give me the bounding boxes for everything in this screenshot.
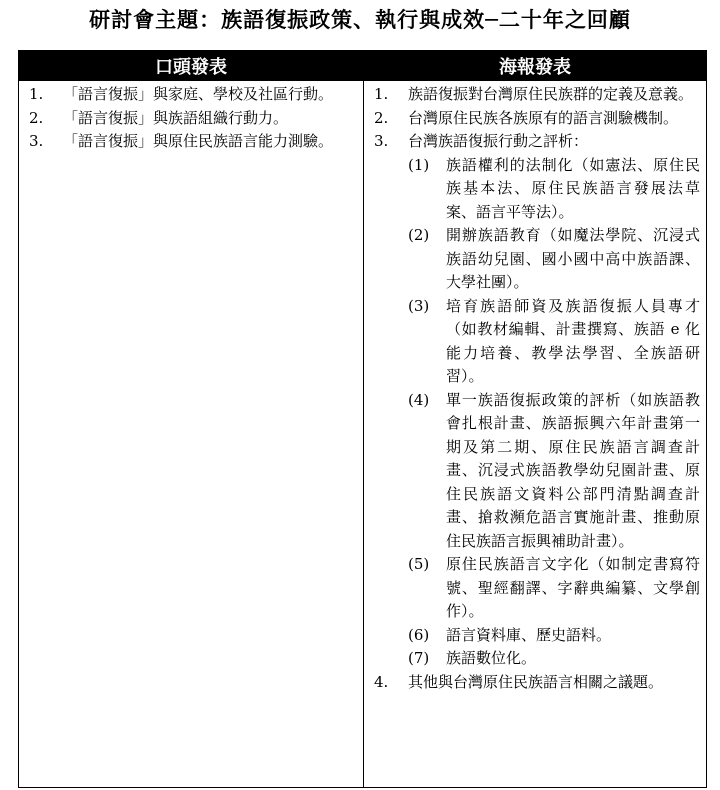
poster-topics-list [368,83,700,694]
item-body [408,130,700,671]
sub-item-text: 族語數位化。 [446,649,537,667]
item-number: 3. [29,132,44,150]
oral-topics-cell [19,81,364,788]
sub-item-number: (5) [408,555,430,573]
sub-list-item [408,624,700,648]
topics-table [18,50,707,788]
header-poster-presentation: 海報發表 [364,51,707,81]
sub-item-text: 原住民族語言文字化（如制定書寫符號、聖經翻譯、字辭典編纂、文學創作）。 [446,555,700,620]
sub-list-item [408,553,700,624]
sub-item-text: 族語權利的法制化（如憲法、原住民族基本法、原住民族語言發展法草案、語言平等法）。 [446,155,700,221]
sub-item-text: 語言資料庫、歷史語料。 [446,625,612,644]
item-number: 1. [374,85,389,103]
sub-list [408,154,700,671]
item-text: 「語言復振」與族語組織行動力。 [63,108,289,127]
item-text: 台灣族語復振行動之評析： [408,132,589,150]
item-text: 台灣原住民族各族原有的語言測驗機制。 [408,108,679,127]
list-item [23,107,357,131]
document-title: 研討會主題：族語復振政策、執行與成效─二十年之回顧 [89,7,631,32]
sub-list-item [408,224,700,295]
sub-list-item [408,389,700,554]
list-item [368,107,700,131]
sub-list-item [408,154,700,225]
poster-topics-cell [364,81,707,788]
sub-item-text: 開辦族語教育（如魔法學院、沉浸式族語幼兒園、國小國中高中族語課、大學社團）。 [446,226,700,291]
header-oral-presentation: 口頭發表 [19,51,364,81]
sub-item-text: 單一族語復振政策的評析（如族語教會扎根計畫、族語振興六年計畫第一期及第二期、原住民族語言調查計畫、沉浸式族語教學幼兒園計畫、原住民族語文資料公部門清點調查計畫、搶救瀕危語言實施計畫、推動原住民族語言振興補助計畫）。 [446,390,700,550]
list-item [368,671,700,695]
item-text: 其他與台灣原住民族語言相關之議題。 [408,672,664,691]
item-number: 1. [29,85,44,103]
item-number: 2. [374,108,389,127]
sub-list-item [408,295,700,389]
sub-item-number: (6) [408,625,430,644]
oral-topics-list [23,83,357,154]
sub-item-number: (1) [408,155,430,174]
item-text: 族語復振對台灣原住民族群的定義及意義。 [408,85,694,103]
item-text: 「語言復振」與家庭、學校及社區行動。 [63,85,334,103]
item-number: 3. [374,132,389,150]
item-number: 4. [374,672,389,691]
list-item [368,130,700,671]
list-item [23,130,357,154]
sub-item-number: (4) [408,390,430,409]
sub-item-number: (3) [408,296,430,315]
table-header-row [19,51,707,81]
list-item [23,83,357,107]
table-body-row [19,81,707,788]
list-item [368,83,700,107]
item-text: 「語言復振」與原住民族語言能力測驗。 [63,132,334,150]
sub-list-item [408,647,700,671]
sub-item-number: (2) [408,226,430,244]
sub-item-number: (7) [408,649,430,667]
item-number: 2. [29,108,44,127]
sub-item-text: 培育族語師資及族語復振人員專才（如教材編輯、計畫撰寫、族語 e 化能力培養、教學法學習、全族語研習）。 [446,296,700,385]
